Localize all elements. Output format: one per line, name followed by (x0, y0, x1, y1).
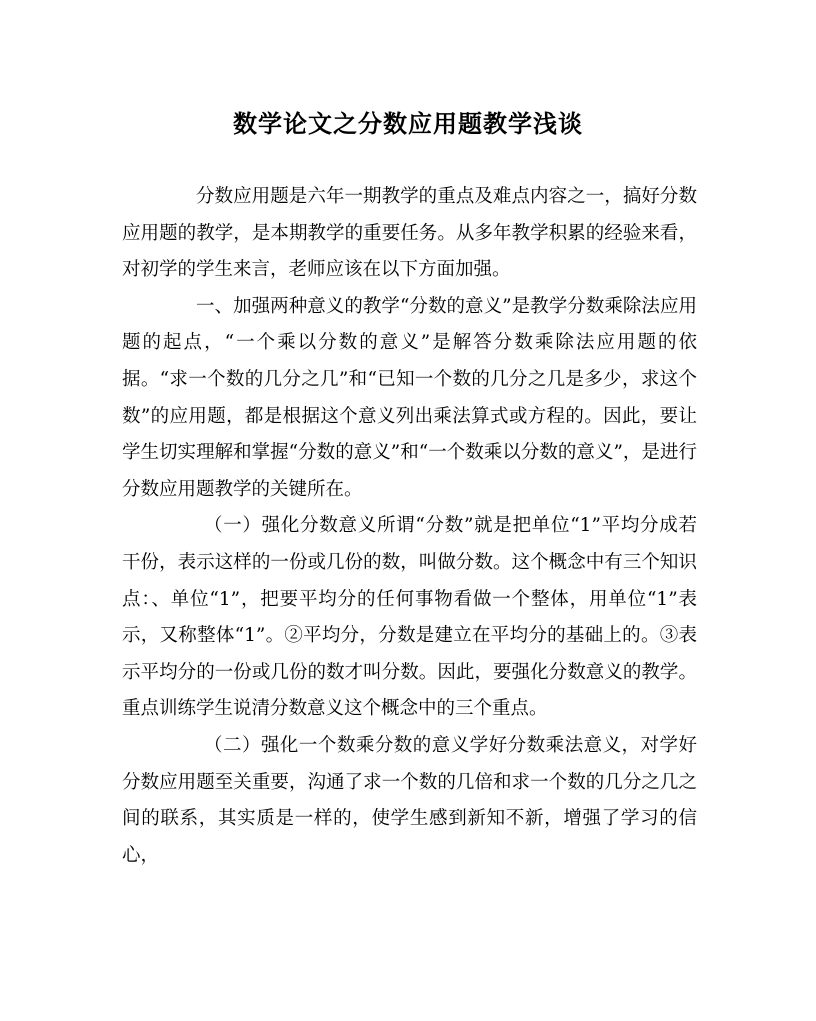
document-body (122, 179, 697, 874)
paragraph-subsection-one: （一）强化分数意义所谓“分数”就是把单位“1”平均分成若干份，表示这样的一份或几份的数，叫做分数。这个概念中有三个知识点：、单位“1”，把要平均分的任何事物看做一个整体，用单位“1”表示，又称整体“1”。②平均分，分数是建立在平均分的基础上的。③表示平均分的一份或几份的数才叫分数。因此，要强化分数意义的教学。重点训练学生说清分数意义这个概念中的三个重点。 (122, 515, 697, 720)
document-title: 数学论文之分数应用题教学浅谈 (233, 109, 583, 138)
paragraph-intro: 分数应用题是六年一期教学的重点及难点内容之一，搞好分数应用题的教学，是本期教学的重要任务。从多年教学积累的经验来看，对初学的学生来言，老师应该在以下方面加强。 (122, 186, 697, 281)
paragraph-subsection-two: （二）强化一个数乘分数的意义学好分数乘法意义，对学好分数应用题至关重要，沟通了求一个数的几倍和求一个数的几分之几之间的联系，其实质是一样的，使学生感到新知不新，增强了学习的信心， (122, 734, 697, 866)
paragraph-section-one: 一、加强两种意义的教学“分数的意义”是教学分数乘除法应用题的起点，“一个乘以分数的意义”是解答分数乘除法应用题的依据。“求一个数的几分之几”和“已知一个数的几分之几是多少，求这个数”的应用题，都是根据这个意义列出乘法算式或方程的。因此，要让学生切实理解和掌握“分数的意义”和“一个数乘以分数的意义”，是进行分数应用题教学的关键所在。 (122, 295, 697, 500)
